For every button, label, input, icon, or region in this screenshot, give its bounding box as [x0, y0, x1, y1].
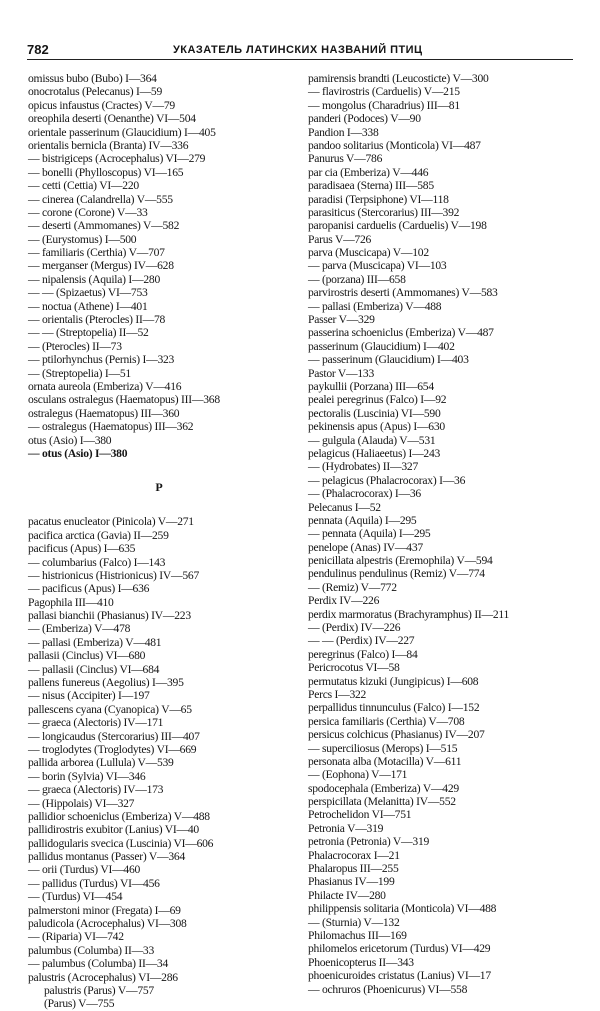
index-entry: oreophila deserti (Oenanthe) VI—504 — [28, 112, 196, 126]
index-entry: paludicola (Acrocephalus) VI—308 — [28, 917, 187, 931]
index-entry: palustris (Parus) V—757 — [44, 984, 154, 997]
index-entry: otus (Asio) I—380 — [28, 433, 112, 447]
index-entry: — troglodytes (Troglodytes) VI—669 — [28, 742, 197, 756]
index-entry: paykullii (Porzana) III—654 — [308, 379, 434, 393]
index-entry: — passerinum (Glaucidium) I—403 — [308, 353, 469, 367]
index-entry: — mongolus (Charadrius) III—81 — [308, 98, 460, 112]
index-entry: — flavirostris (Carduelis) V—215 — [308, 85, 460, 99]
index-entry: (Parus) V—755 — [44, 997, 115, 1011]
index-entry: permutatus kizuki (Jungipicus) I—608 — [308, 674, 479, 688]
index-entry: penelope (Anas) IV—437 — [308, 540, 423, 554]
page-header — [27, 42, 573, 60]
index-entry: — nisus (Accipiter) I—197 — [28, 689, 150, 703]
index-entry: penicillata alpestris (Eremophila) V—594 — [308, 554, 493, 568]
index-entry: — corone (Corone) V—33 — [28, 205, 148, 219]
index-entry: Phalaropus III—255 — [308, 862, 399, 876]
index-entry: philippensis solitaria (Monticola) VI—488 — [308, 902, 497, 916]
spacer — [28, 497, 290, 515]
index-entry: Petrochelidon VI—751 — [308, 808, 412, 822]
index-entry: ornata aureola (Emberiza) V—416 — [28, 379, 182, 393]
index-entry: pacifica arctica (Gavia) II—259 — [28, 528, 169, 542]
index-entry: Parus V—726 — [308, 232, 372, 246]
index-entry: — gulgula (Alauda) V—531 — [308, 433, 436, 447]
index-entry: — (Hydrobates) II—327 — [308, 460, 419, 474]
index-entry: pekinensis apus (Apus) I—630 — [308, 420, 445, 434]
index-entry: petronia (Petronia) V—319 — [308, 835, 430, 849]
index-entry: pallidirostris exubitor (Lanius) VI—40 — [28, 823, 199, 837]
page-title: УКАЗАТЕЛЬ ЛАТИНСКИХ НАЗВАНИЙ ПТИЦ — [173, 44, 423, 56]
index-entry: orientale passerinum (Glaucidium) I—405 — [28, 125, 216, 139]
index-entry: panderi (Podoces) V—90 — [308, 112, 421, 126]
index-entry: Philomachus III—169 — [308, 929, 407, 942]
index-entry: — orientalis (Pterocles) II—78 — [28, 313, 166, 327]
index-entry: — (Streptopelia) I—51 — [28, 366, 131, 380]
index-entry: pallidior schoeniclus (Emberiza) V—488 — [28, 809, 210, 823]
index-entry: — pallidus (Turdus) VI—456 — [28, 876, 160, 890]
index-entry: philomelos ericetorum (Turdus) VI—429 — [308, 942, 491, 956]
index-entry: — (Riparia) VI—742 — [28, 930, 124, 944]
index-entry: omissus bubo (Bubo) I—364 — [28, 72, 157, 85]
index-entry: perdix marmoratus (Brachyramphus) II—211 — [308, 607, 510, 621]
index-column-left — [28, 72, 290, 1011]
index-entry: Perdix IV—226 — [308, 594, 380, 608]
index-entry: — orii (Turdus) VI—460 — [28, 863, 141, 877]
index-entry: — parva (Muscicapa) VI—103 — [308, 259, 447, 273]
index-entry: pendulinus pendulinus (Remiz) V—774 — [308, 567, 485, 581]
index-entry: — (Sturnia) V—132 — [308, 915, 400, 929]
index-entry: pacatus enucleator (Pinicola) V—271 — [28, 515, 194, 529]
index-entry: Phalacrocorax I—21 — [308, 848, 400, 862]
index-entry: pallasi bianchii (Phasianus) IV—223 — [28, 609, 191, 623]
index-entry: — (Remiz) V—772 — [308, 580, 397, 594]
index-entry: — (Turdus) VI—454 — [28, 890, 123, 904]
index-entry: parasiticus (Stercorarius) III—392 — [308, 205, 460, 219]
index-entry: palustris (Acrocephalus) VI—286 — [28, 970, 178, 984]
index-entry: personata alba (Motacilla) V—611 — [308, 754, 462, 768]
index-entry: pallasii (Cinclus) VI—680 — [28, 649, 146, 663]
index-entry: persica familiaris (Certhia) V—708 — [308, 714, 465, 728]
index-entry: pallida arborea (Lullula) V—539 — [28, 756, 174, 770]
index-entry: palumbus (Columba) II—33 — [28, 943, 155, 957]
index-entry: pandoo solitarius (Monticola) VI—487 — [308, 138, 481, 152]
index-entry: passerina schoeniclus (Emberiza) V—487 — [308, 326, 494, 340]
index-entry: — deserti (Ammomanes) V—582 — [28, 219, 180, 233]
index-entry: — palumbus (Columba) II—34 — [28, 957, 169, 971]
index-entry: — ochruros (Phoenicurus) VI—558 — [308, 982, 468, 996]
index-entry: — merganser (Mergus) IV—628 — [28, 259, 174, 273]
index-entry: — pacificus (Apus) I—636 — [28, 582, 150, 596]
index-entry: Phasianus IV—199 — [308, 875, 395, 889]
index-entry: opicus infaustus (Cractes) V—79 — [28, 98, 175, 112]
index-entry: phoenicuroides cristatus (Lanius) VI—17 — [308, 969, 491, 983]
index-entry: osculans ostralegus (Haematopus) III—368 — [28, 393, 220, 407]
index-entry: — columbarius (Falco) I—143 — [28, 555, 166, 569]
index-entry: palmerstoni minor (Fregata) I—69 — [28, 903, 181, 917]
index-entry: Petronia V—319 — [308, 821, 384, 835]
index-entry: parva (Muscicapa) V—102 — [308, 246, 429, 260]
index-entry: Percs I—322 — [308, 687, 367, 701]
index-entry: paradisi (Terpsiphone) VI—118 — [308, 192, 449, 206]
index-entry: — — (Perdix) IV—227 — [308, 634, 415, 648]
index-entry: — (Phalacrocorax) I—36 — [308, 487, 421, 501]
index-entry: paropanisi carduelis (Carduelis) V—198 — [308, 219, 487, 233]
index-entry: Pagophila III—410 — [28, 595, 114, 609]
index-entry: Panurus V—786 — [308, 152, 383, 166]
index-entry: — pelagicus (Phalacrocorax) I—36 — [308, 473, 466, 487]
index-entry: — (porzana) III—658 — [308, 272, 406, 286]
spacer — [28, 460, 290, 478]
index-entry: Pandion I—338 — [308, 125, 379, 139]
index-entry: Pelecanus I—52 — [308, 500, 381, 514]
index-entry: peregrinus (Falco) I—84 — [308, 647, 418, 661]
index-entry: pacificus (Apus) I—635 — [28, 542, 136, 556]
index-entry: — (Eurystomus) I—500 — [28, 232, 137, 246]
index-entry: — pallasii (Cinclus) VI—684 — [28, 662, 160, 676]
index-entry: — (Perdix) IV—226 — [308, 621, 401, 635]
index-entry: — borin (Sylvia) VI—346 — [28, 769, 146, 783]
index-entry: — (Pterocles) II—73 — [28, 339, 122, 353]
index-entry: pectoralis (Luscinia) VI—590 — [308, 406, 441, 420]
index-entry: — pennata (Aquila) I—295 — [308, 527, 431, 541]
index-entry: pallescens cyana (Cyanopica) V—65 — [28, 702, 192, 716]
index-entry: Philacte IV—280 — [308, 888, 386, 902]
section-letter: P — [155, 480, 163, 495]
index-entry: — familiaris (Certhia) V—707 — [28, 246, 165, 260]
index-entry: Phoenicopterus II—343 — [308, 955, 414, 969]
index-entry: — graeca (Alectoris) IV—173 — [28, 783, 164, 797]
index-entry: orientalis bernicla (Branta) IV—336 — [28, 138, 189, 152]
index-entry: paradisaea (Sterna) III—585 — [308, 179, 434, 193]
index-entry: — ptilorhynchus (Pernis) I—323 — [28, 353, 175, 367]
index-entry: onocrotalus (Pelecanus) I—59 — [28, 85, 163, 99]
index-entry: — nipalensis (Aquila) I—280 — [28, 272, 161, 286]
index-entry: — bistrigiceps (Acrocephalus) VI—279 — [28, 152, 206, 166]
index-entry: — pallasi (Emberiza) V—488 — [308, 299, 442, 313]
index-entry: — superciliosus (Merops) I—515 — [308, 741, 458, 755]
index-entry: pallidogularis svecica (Luscinia) VI—606 — [28, 836, 214, 850]
index-entry: pallens funereus (Aegolius) I—395 — [28, 676, 184, 690]
index-entry: perspicillata (Melanitta) IV—552 — [308, 795, 456, 809]
index-entry: spodocephala (Emberiza) V—429 — [308, 781, 459, 795]
index-entry: — bonelli (Phylloscopus) VI—165 — [28, 165, 184, 179]
index-entry: — noctua (Athene) I—401 — [28, 299, 148, 313]
index-entry: — (Hippolais) VI—327 — [28, 796, 135, 810]
index-entry: pealei peregrinus (Falco) I—92 — [308, 393, 447, 407]
index-entry: — graeca (Alectoris) IV—171 — [28, 716, 164, 730]
index-entry: pennata (Aquila) I—295 — [308, 513, 417, 527]
index-entry: — ostralegus (Haematopus) III—362 — [28, 420, 194, 434]
index-entry: Pericrocotus VI—58 — [308, 661, 400, 675]
index-entry: pallidus montanus (Passer) V—364 — [28, 850, 185, 864]
index-entry: pamirensis brandti (Leucosticte) V—300 — [308, 72, 489, 85]
index-entry: persicus colchicus (Phasianus) IV—207 — [308, 728, 485, 742]
index-entry: — (Eophona) V—171 — [308, 768, 408, 782]
index-entry: — longicaudus (Stercorarius) III—407 — [28, 729, 200, 743]
index-entry: parvirostris deserti (Ammomanes) V—583 — [308, 286, 498, 300]
index-entry: Passer V—329 — [308, 313, 375, 327]
index-entry: Pastor V—133 — [308, 366, 375, 380]
index-entry: pelagicus (Haliaeetus) I—243 — [308, 446, 441, 460]
index-entry: — pallasi (Emberiza) V—481 — [28, 635, 162, 649]
index-entry: — — (Streptopelia) II—52 — [28, 326, 149, 340]
index-entry: perpallidus tinnunculus (Falco) I—152 — [308, 701, 480, 715]
index-entry: ostralegus (Haematopus) III—360 — [28, 406, 180, 420]
index-entry: — (Emberiza) V—478 — [28, 622, 131, 636]
index-entry: — otus (Asio) I—380 — [28, 446, 128, 460]
page-number: 782 — [27, 42, 49, 57]
index-entry: — histrionicus (Histrionicus) IV—567 — [28, 568, 200, 582]
index-entry: — cinerea (Calandrella) V—555 — [28, 192, 173, 206]
index-entry: par cia (Emberiza) V—446 — [308, 165, 429, 179]
index-column-right — [308, 72, 576, 996]
index-entry: passerinum (Glaucidium) I—402 — [308, 339, 455, 353]
index-entry: — cetti (Cettia) VI—220 — [28, 179, 139, 193]
index-entry: — — (Spizaetus) VI—753 — [28, 286, 148, 300]
